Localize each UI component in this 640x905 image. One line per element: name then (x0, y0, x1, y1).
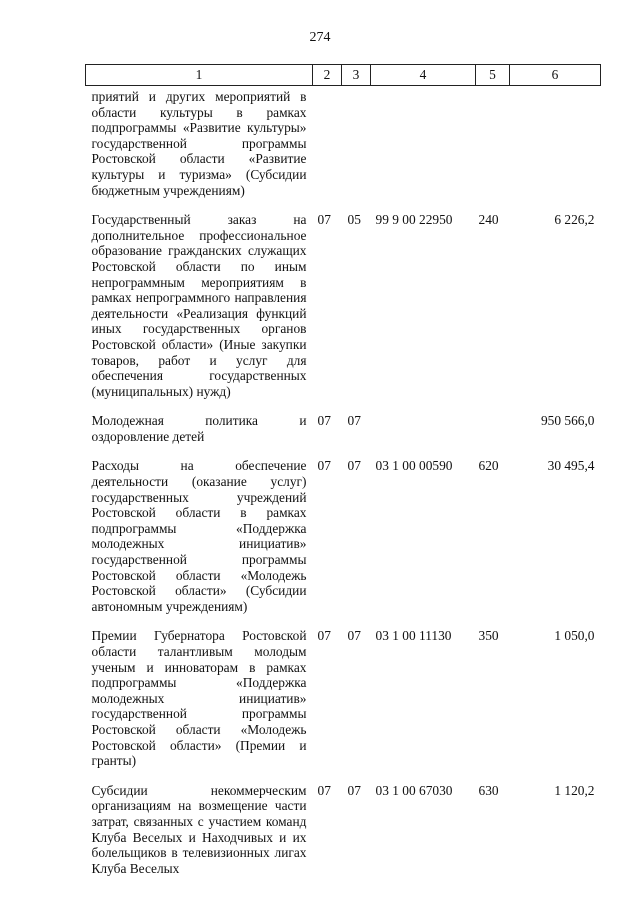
row-name: Премии Губернатора Ростовской области талантливым молодым ученым и инноваторам в рамках подпрограммы «Поддержка молодежных инициатив» государственной программы Ростовской области «Молодежь Ростовской области» (Премии и гранты) (91, 628, 307, 769)
row-section: 07 (317, 212, 331, 228)
row-name: Молодежная политика и оздоровление детей (91, 413, 307, 444)
row-subsection: 07 (347, 628, 361, 644)
spacer-row (86, 198, 601, 212)
row-section: 07 (317, 628, 331, 644)
row-expense-type (476, 413, 510, 444)
table-row (86, 628, 601, 768)
row-name: приятий и других мероприятий в области культуры в рамках подпрограммы «Развитие культуры» государственной программы Ростовской области «Развитие культуры и туризма» (Субсидии бюджетным учреждениям) (91, 89, 307, 198)
row-amount: 1 120,2 (554, 782, 595, 798)
row-expense-type: 630 (478, 782, 499, 798)
row-target-article: 99 9 00 22950 (375, 212, 453, 228)
row-amount: 950 566,0 (540, 413, 595, 429)
spacer-row (86, 444, 601, 458)
table-header-row (86, 65, 601, 86)
table-row (86, 89, 601, 198)
table-row (86, 783, 601, 877)
row-section (313, 89, 342, 198)
row-expense-type: 350 (478, 628, 499, 644)
row-amount: 1 050,0 (554, 628, 595, 644)
row-name: Государственный заказ на дополнительное профессиональное образование гражданских служащих Ростовской области по иным непрограммным мероприятиям в рамках непрограммного направления деятельности «Реализация функций иных государственных органов Ростовской области» (Иные закупки товаров, работ и услуг для обеспечения государственных (муниципальных) нужд) (91, 212, 307, 399)
row-section: 07 (317, 458, 331, 474)
table-row (86, 413, 601, 444)
row-name: Субсидии некоммерческим организациям на возмещение части затрат, связанных с участием команд Клуба Веселых и Находчивых и их болельщиков в телевизионных лигах Клуба Веселых (91, 782, 307, 876)
column-header-section: 2 (313, 65, 342, 86)
row-target-article: 03 1 00 11130 (375, 628, 452, 644)
spacer-row (86, 769, 601, 783)
row-subsection: 07 (347, 413, 361, 429)
row-expense-type (476, 89, 510, 198)
row-amount: 30 495,4 (547, 458, 595, 474)
row-section: 07 (317, 782, 331, 798)
row-amount: 6 226,2 (554, 212, 595, 228)
row-subsection: 07 (347, 458, 361, 474)
column-header-expense-type: 5 (476, 65, 510, 86)
spacer-row (86, 614, 601, 628)
row-subsection: 07 (347, 782, 361, 798)
table-row (86, 458, 601, 614)
budget-table (85, 64, 601, 876)
row-section: 07 (317, 413, 331, 429)
row-subsection: 05 (347, 212, 361, 228)
column-header-name: 1 (86, 65, 313, 86)
row-target-article (371, 89, 476, 198)
row-target-article: 03 1 00 67030 (375, 782, 453, 798)
row-subsection (342, 89, 371, 198)
row-target-article: 03 1 00 00590 (375, 458, 453, 474)
row-target-article (371, 413, 476, 444)
row-name: Расходы на обеспечение деятельности (оказание услуг) государственных учреждений Ростовской области в рамках подпрограммы «Поддержка молодежных инициатив» государственной программы Ростовской области «Молодежь Ростовской области» (Субсидии автономным учреждениям) (91, 458, 307, 614)
row-expense-type: 240 (478, 212, 499, 228)
spacer-row (86, 399, 601, 413)
column-header-amount: 6 (510, 65, 601, 86)
row-expense-type: 620 (478, 458, 499, 474)
column-header-subsection: 3 (342, 65, 371, 86)
page-number: 274 (309, 30, 331, 45)
column-header-target-article: 4 (371, 65, 476, 86)
table-row (86, 212, 601, 399)
row-amount (510, 89, 601, 198)
